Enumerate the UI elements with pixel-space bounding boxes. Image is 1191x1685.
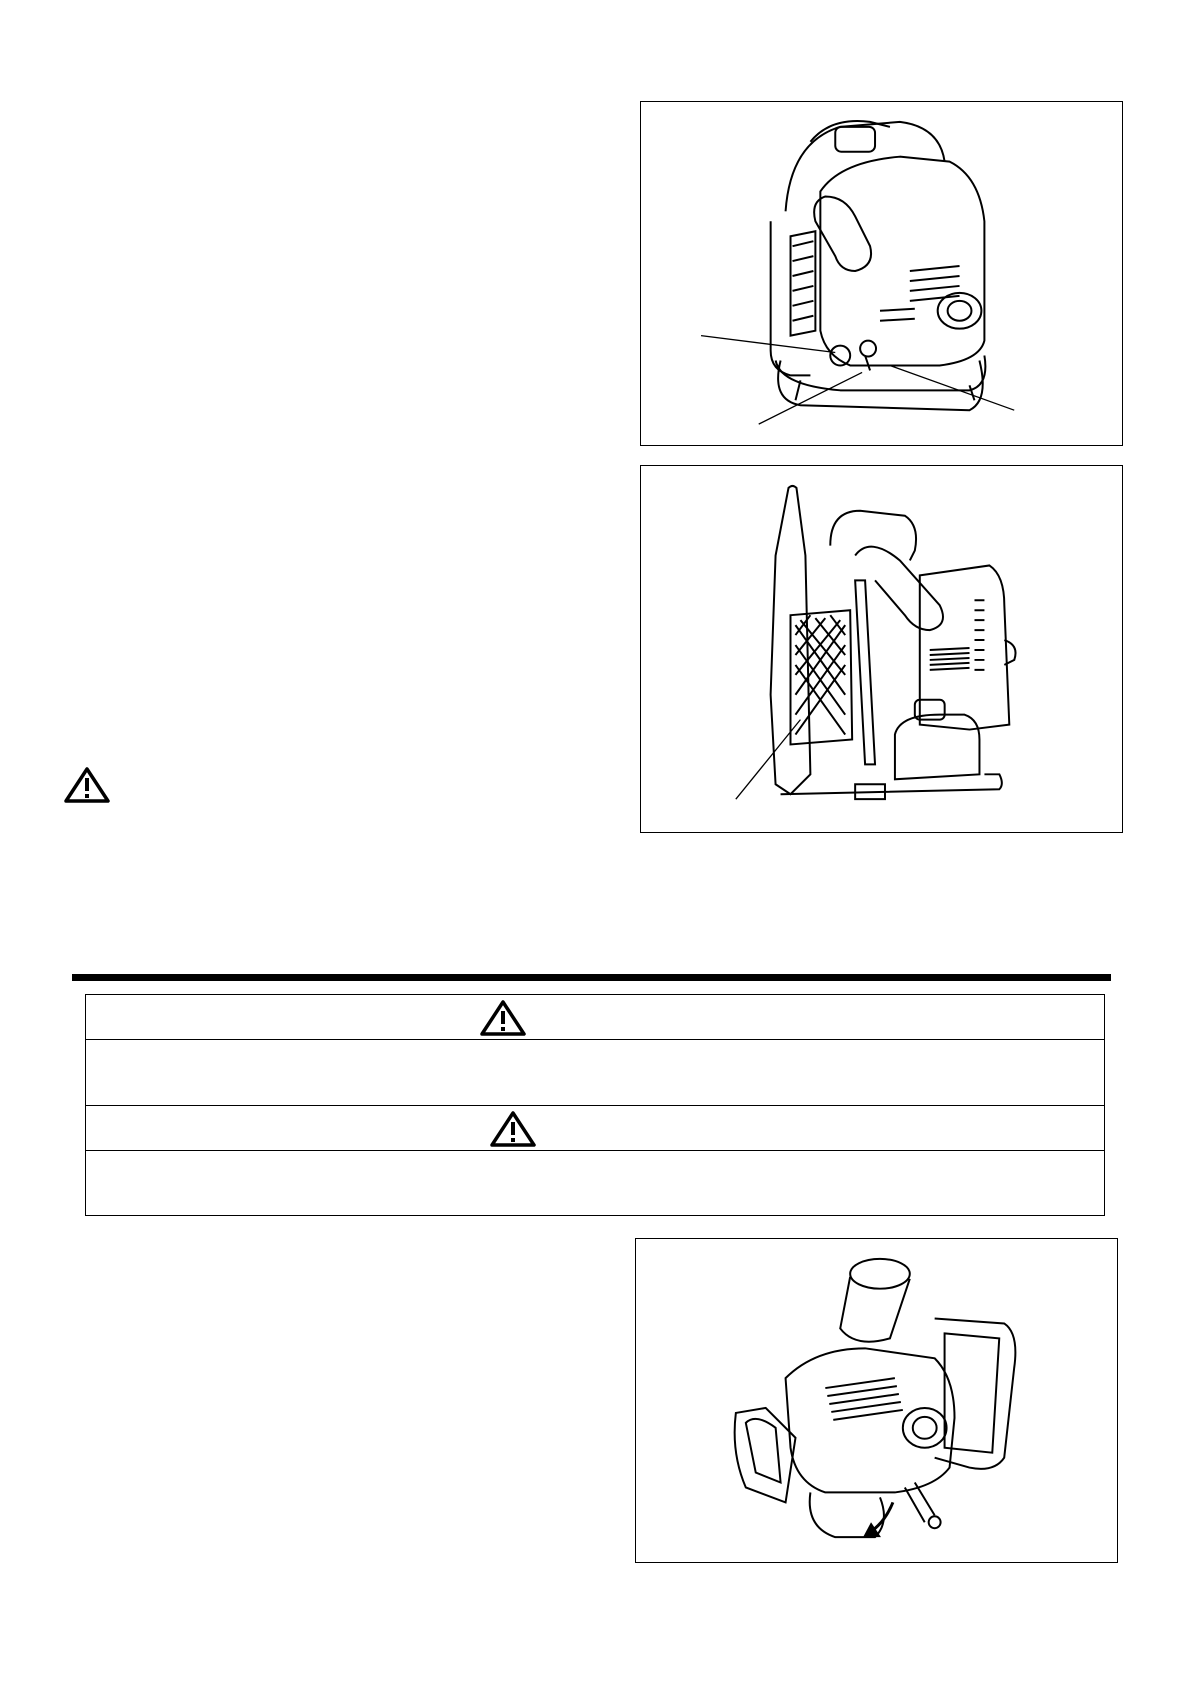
section-divider — [72, 974, 1111, 981]
curved-arrow-icon — [863, 1502, 893, 1537]
figure-blower-side-view — [640, 465, 1123, 833]
blower-front-illustration — [641, 102, 1122, 445]
blower-tilted-illustration — [636, 1239, 1117, 1562]
caution-body-row — [86, 1151, 1104, 1214]
caution-header-row — [86, 1106, 1104, 1151]
warning-table — [85, 994, 1105, 1216]
warning-header-row — [86, 995, 1104, 1040]
figure-blower-tilted-view — [635, 1238, 1118, 1563]
blower-side-illustration — [641, 466, 1122, 832]
warning-body-row — [86, 1040, 1104, 1106]
figure-blower-front-view — [640, 101, 1123, 446]
warning-triangle-icon — [478, 998, 528, 1038]
warning-triangle-icon — [62, 765, 112, 805]
warning-triangle-icon — [488, 1109, 538, 1149]
